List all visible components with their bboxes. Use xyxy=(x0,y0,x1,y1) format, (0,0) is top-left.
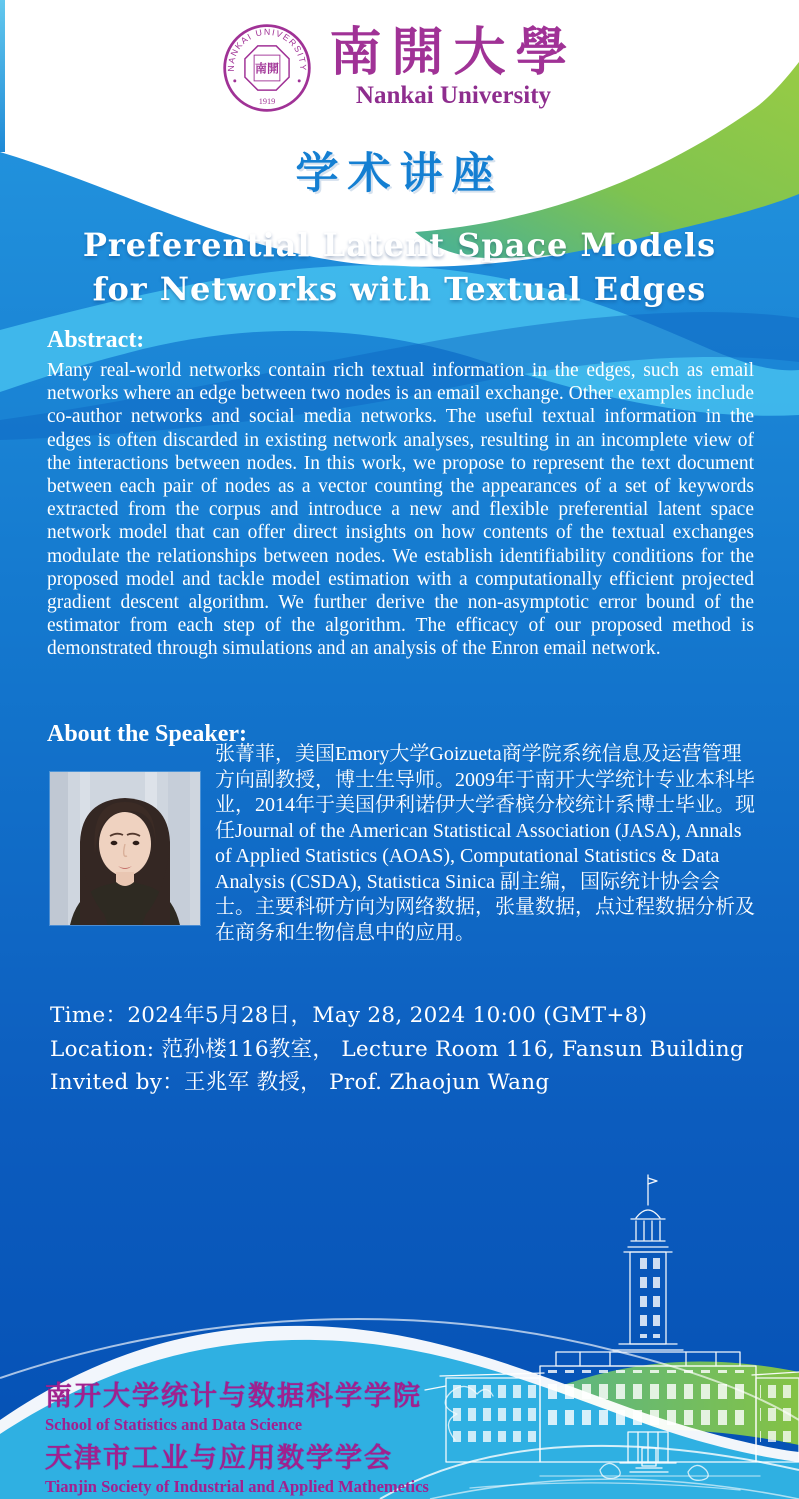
organizer-footer xyxy=(45,1382,605,1499)
university-seal-icon xyxy=(221,22,313,114)
seal-center-text: 南開 xyxy=(255,61,280,76)
event-details xyxy=(50,1004,770,1105)
org2-name-english: Tianjin Society of Industrial and Applied Mathemetics xyxy=(45,1477,429,1496)
seal-year: 1919 xyxy=(259,96,276,106)
seal-arc-text: NANKAI UNIVERSITY xyxy=(226,26,309,72)
location-line: Location: 范孙楼116教室， Lecture Room 116, Fansun Building xyxy=(50,1036,744,1062)
event-type-label: 学术讲座 xyxy=(295,149,504,199)
time-line: Time：2024年5月28日，May 28, 2024 10:00 (GMT+8) xyxy=(50,1003,648,1028)
speaker-section xyxy=(47,720,754,985)
talk-title-line1: Preferential Latent Space Models xyxy=(82,226,717,264)
abstract-heading: Abstract: xyxy=(47,327,145,353)
university-logo xyxy=(0,22,799,114)
talk-title-line2: for Networks with Textual Edges xyxy=(92,269,707,308)
speaker-heading: About the Speaker: xyxy=(47,721,248,747)
abstract-section xyxy=(47,326,754,661)
talk-title xyxy=(0,224,799,311)
org1-name-english: School of Statistics and Data Science xyxy=(45,1415,303,1434)
university-logotype xyxy=(329,21,578,110)
speaker-photo xyxy=(50,772,200,925)
org2-name-chinese: 天津市工业与应用数学学会 xyxy=(45,1443,393,1474)
org1-name-chinese: 南开大学统计与数据科学学院 xyxy=(45,1381,422,1412)
university-name-chinese: 南開大學 xyxy=(329,21,578,83)
invited-by-line: Invited by：王兆军 教授， Prof. Zhaojun Wang xyxy=(50,1070,550,1096)
abstract-body: Many real-world networks contain rich textual information in the edges, such as email networks where an edge between two nodes is an email exchange. Other examples include co-author networks and social media networks. The useful textual information in the edges is often discarded in existing network analyses, resulting in an incomplete view of the interactions between nodes. In this work, we propose to represent the text document between each pair of nodes as a vector counting the appearances of a set of keywords extracted from the corpus and introduce a new and flexible preferential latent space network model that can offer direct insights on how contents of the textual exchanges modulate the relationships between nodes. We establish identifiability conditions for the proposed model and tackle model estimation with a computationally efficient projected gradient descent algorithm. We further derive the non-asymptotic error bound of the estimator from each step of the algorithm. The efficacy of our proposed method is demonstrated through simulations and an analysis of the Enron email network. xyxy=(47,360,754,660)
university-name-english: Nankai University xyxy=(355,82,552,110)
speaker-bio: 张菁菲，美国Emory大学Goizueta商学院系统信息及运营管理方向副教授，博士生导师。2009年于南开大学统计专业本科毕业，2014年于美国伊利诺伊大学香槟分校统计系博士毕业。现任Journal of the American Statistical Association (JASA), Annals of Applied Statistics (AOAS), Computational Statistics & Data Analysis (CSDA), Statistica Sinica 副主编，国际统计协会会士。主要科研方向为网络数据，张量数据，点过程数据分析及在商务和生物信息中的应用。 xyxy=(215,743,755,944)
